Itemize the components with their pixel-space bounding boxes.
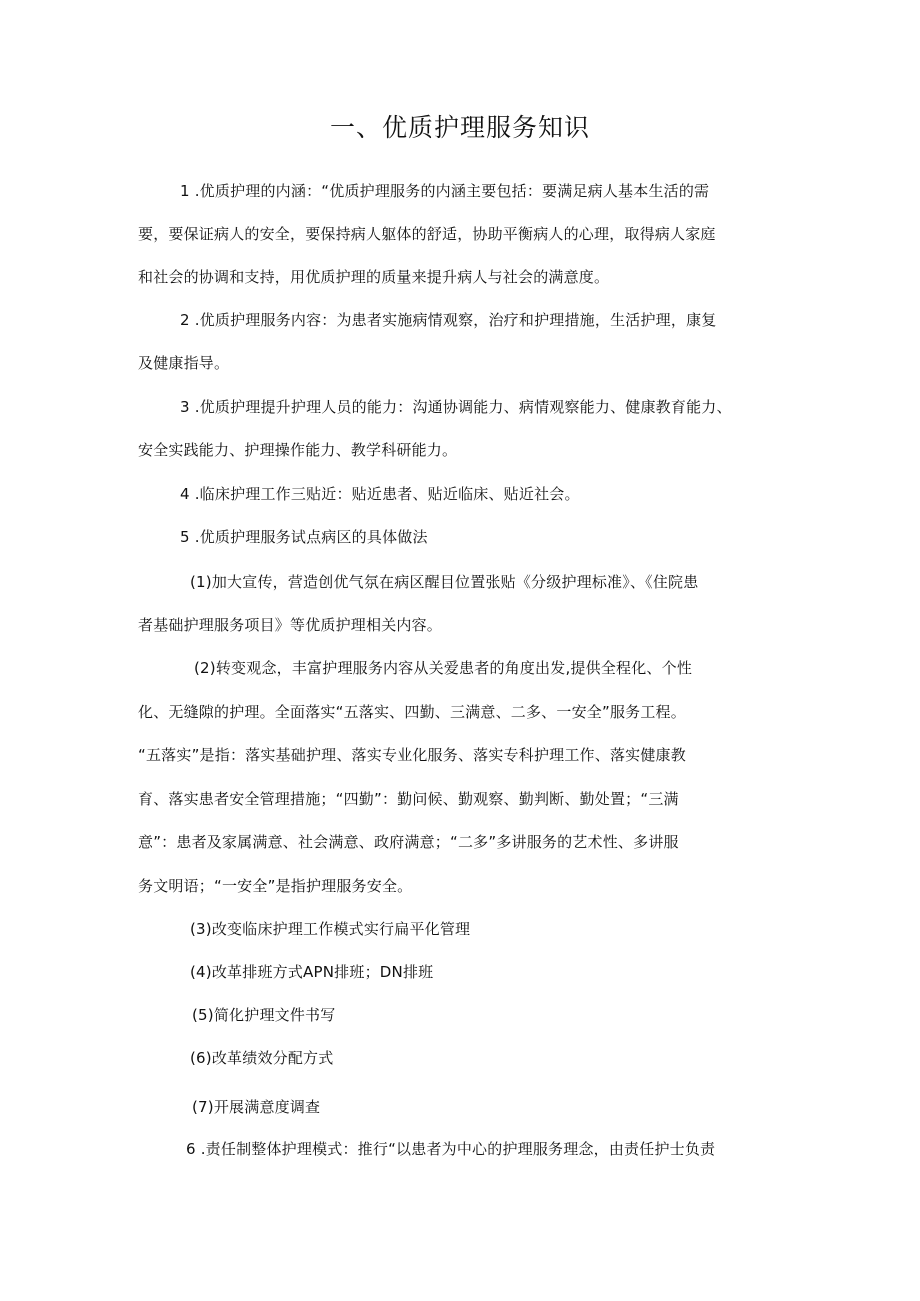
- item-6: (6)改革绩效分配方式: [190, 1049, 334, 1067]
- paragraph-2-line-2: 及健康指导。: [138, 354, 230, 372]
- paragraph-6-line-1: 6 .责任制整体护理模式：推行“以患者为中心的护理服务理念，由责任护士负责: [186, 1140, 716, 1158]
- item-5: (5)简化护理文件书写: [192, 1006, 336, 1024]
- paragraph-4: 4 .临床护理工作三贴近：贴近患者、贴近临床、贴近社会。: [180, 485, 580, 503]
- paragraph-1-line-3: 和社会的协调和支持，用优质护理的质量来提升病人与社会的满意度。: [138, 268, 610, 286]
- paragraph-5: 5 .优质护理服务试点病区的具体做法: [180, 528, 428, 546]
- item-2-line-2: 化、无缝隙的护理。全面落实“五落实、四勤、三满意、二多、一安全”服务工程。: [138, 703, 686, 721]
- item-2-line-5: 意”：患者及家属满意、社会满意、政府满意；“二多”多讲服务的艺术性、多讲服: [138, 833, 679, 851]
- paragraph-3-line-2: 安全实践能力、护理操作能力、教学科研能力。: [138, 441, 458, 459]
- item-2-line-4: 育、落实患者安全管理措施；“四勤”：勤问候、勤观察、勤判断、勤处置；“三满: [138, 790, 679, 808]
- item-1-line-1: (1)加大宣传，营造创优气氛在病区醒目位置张贴《分级护理标准》、《住院患: [190, 573, 699, 591]
- item-3: (3)改变临床护理工作模式实行扁平化管理: [190, 920, 471, 938]
- item-7: (7)开展满意度调查: [192, 1098, 321, 1116]
- page-title: 一、优质护理服务知识: [329, 113, 590, 142]
- paragraph-2-line-1: 2 .优质护理服务内容：为患者实施病情观察，治疗和护理措施，生活护理，康复: [180, 311, 717, 329]
- paragraph-3-line-1: 3 .优质护理提升护理人员的能力：沟通协调能力、病情观察能力、健康教育能力、: [180, 398, 732, 416]
- item-2-line-1: (2)转变观念，丰富护理服务内容从关爱患者的角度出发,提供全程化、个性: [194, 659, 693, 677]
- item-2-line-6: 务文明语；“一安全”是指护理服务安全。: [138, 877, 413, 895]
- paragraph-1-line-1: 1 .优质护理的内涵：“优质护理服务的内涵主要包括：要满足病人基本生活的需: [180, 182, 710, 200]
- item-1-line-2: 者基础护理服务项目》等优质护理相关内容。: [138, 616, 443, 634]
- paragraph-1-line-2: 要，要保证病人的安全，要保持病人躯体的舒适，协助平衡病人的心理，取得病人家庭: [138, 225, 716, 243]
- item-2-line-3: “五落实”是指：落实基础护理、落实专业化服务、落实专科护理工作、落实健康教: [138, 746, 686, 764]
- item-4: (4)改革排班方式APN排班；DN排班: [190, 963, 434, 981]
